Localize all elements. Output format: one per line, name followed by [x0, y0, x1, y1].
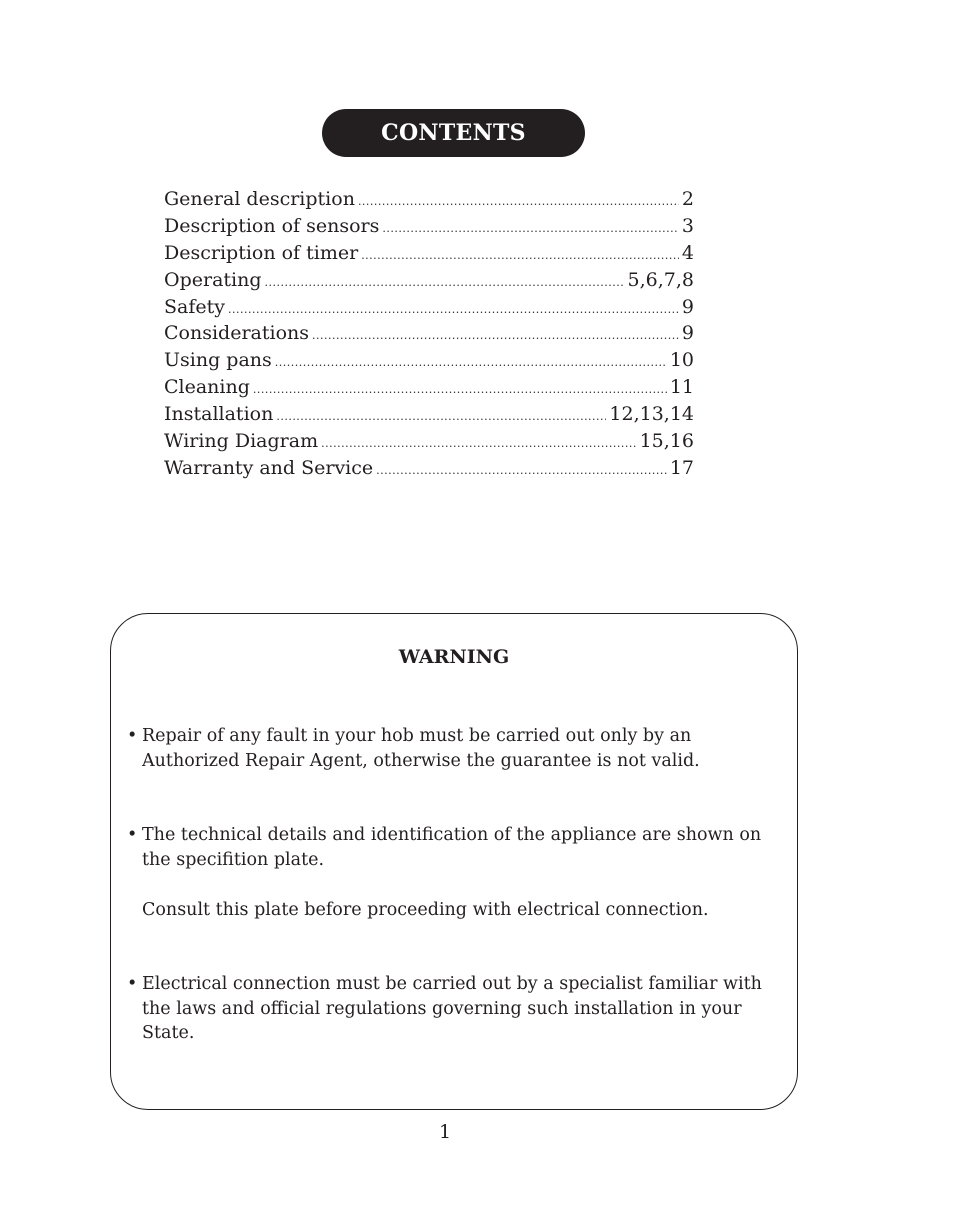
- toc-entry-page: 10: [669, 349, 694, 372]
- toc-entry-label: Installation: [164, 403, 274, 426]
- bullet-icon: •: [127, 825, 138, 845]
- toc-entry-description-of-timer[interactable]: [164, 242, 694, 269]
- bullet-icon: •: [127, 726, 138, 746]
- toc-dot-leader: [321, 437, 636, 450]
- warning-item-technical-details: [127, 823, 767, 872]
- toc-dot-leader: [253, 383, 667, 396]
- toc-entry-installation[interactable]: [164, 403, 694, 430]
- toc-entry-safety[interactable]: [164, 296, 694, 323]
- toc-entry-page: 3: [681, 214, 694, 237]
- toc-dot-leader: [276, 410, 606, 423]
- toc-entry-label: Operating: [164, 268, 262, 291]
- warning-item-text: The technical details and identification of the appliance are shown on the specifition plate.: [142, 825, 762, 870]
- warning-box: [110, 613, 798, 1110]
- toc-entry-label: Description of timer: [164, 241, 359, 264]
- toc-dot-leader: [376, 464, 667, 477]
- warning-item-consult-plate: [127, 898, 767, 923]
- warning-item-repair: [127, 724, 767, 773]
- toc-entry-cleaning[interactable]: [164, 376, 694, 403]
- bullet-icon: •: [127, 974, 138, 994]
- toc-entry-page: 12,13,14: [609, 403, 694, 426]
- toc-entry-label: General description: [164, 188, 355, 210]
- toc-entry-page: 9: [681, 322, 694, 345]
- toc-entry-wiring-diagram[interactable]: [164, 430, 694, 457]
- toc-dot-leader: [228, 303, 679, 316]
- toc-entry-page: 11: [669, 376, 694, 399]
- toc-entry-page: 5,6,7,8: [627, 268, 694, 291]
- toc-entry-label: Using pans: [164, 349, 272, 372]
- toc-dot-leader: [275, 356, 667, 369]
- toc-dot-leader: [382, 222, 679, 235]
- toc-dot-leader: [265, 276, 625, 289]
- toc-entry-using-pans[interactable]: [164, 349, 694, 376]
- toc-entry-page: 4: [681, 241, 694, 264]
- toc-entry-label: Cleaning: [164, 376, 250, 399]
- toc-entry-page: 15,16: [639, 430, 694, 453]
- contents-title: CONTENTS: [381, 120, 526, 146]
- toc-entry-operating[interactable]: [164, 269, 694, 296]
- toc-entry-warranty-and-service[interactable]: [164, 457, 694, 484]
- warning-item-electrical-connection: [127, 972, 767, 1046]
- toc-entry-general-description[interactable]: [164, 188, 694, 215]
- toc-dot-leader: [358, 195, 679, 208]
- warning-title: WARNING: [398, 646, 510, 668]
- toc-entry-label: Considerations: [164, 322, 309, 345]
- table-of-contents: [164, 188, 694, 484]
- contents-header-pill: [322, 109, 585, 157]
- toc-entry-description-of-sensors[interactable]: [164, 215, 694, 242]
- toc-entry-considerations[interactable]: [164, 322, 694, 349]
- page-number: 1: [438, 1121, 452, 1143]
- warning-item-text: Consult this plate before proceeding with electrical connection.: [142, 900, 709, 920]
- toc-entry-page: 17: [669, 456, 694, 479]
- toc-dot-leader: [312, 329, 679, 342]
- toc-entry-label: Wiring Diagram: [164, 430, 319, 453]
- toc-dot-leader: [361, 249, 679, 262]
- toc-entry-label: Warranty and Service: [164, 456, 374, 479]
- warning-item-text: Electrical connection must be carried out by a specialist familiar with the laws and official regulations governing such installation in your State.: [142, 974, 762, 1043]
- warning-item-text: Repair of any fault in your hob must be carried out only by an Authorized Repair Agent, otherwise the guarantee is not valid.: [142, 726, 700, 771]
- toc-entry-page: 2: [681, 188, 694, 210]
- toc-entry-label: Safety: [164, 295, 225, 318]
- toc-entry-label: Description of sensors: [164, 214, 380, 237]
- toc-entry-page: 9: [681, 295, 694, 318]
